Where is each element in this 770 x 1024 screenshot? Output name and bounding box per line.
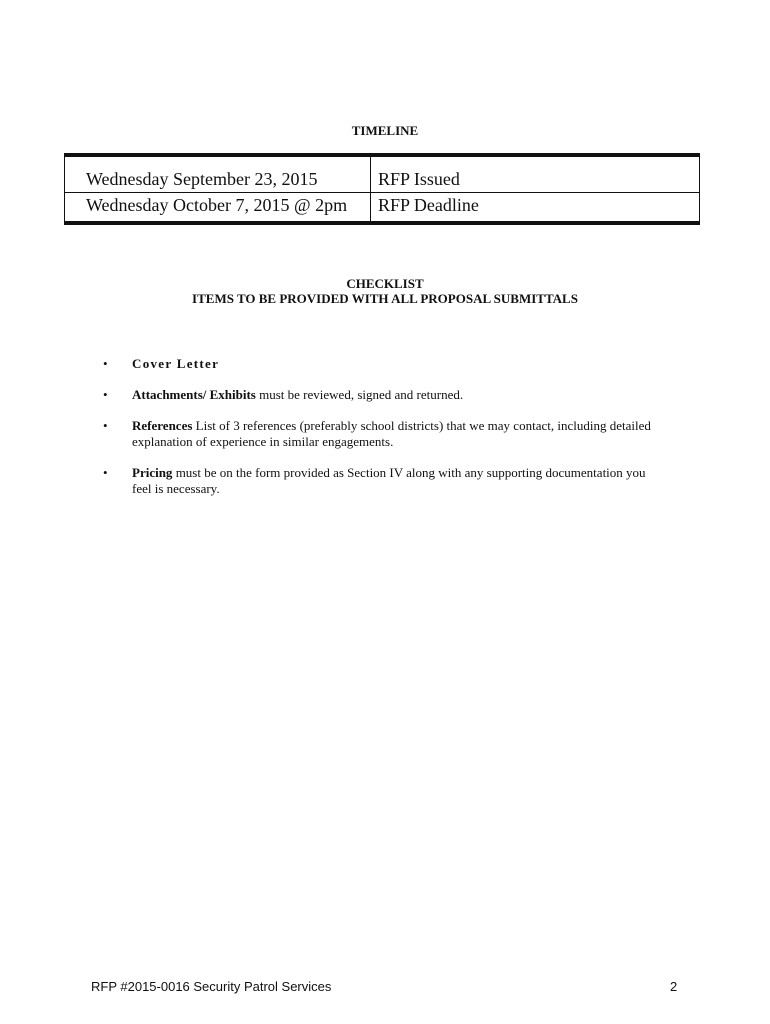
bullet-icon: • bbox=[103, 387, 108, 402]
item-text: must be reviewed, signed and returned. bbox=[255, 387, 464, 402]
item-title: Attachments/ Exhibits bbox=[132, 387, 256, 402]
timeline-heading: TIMELINE bbox=[351, 123, 419, 138]
checklist-heading bbox=[0, 276, 770, 306]
footer-document-title: RFP #2015-0016 Security Patrol Services bbox=[91, 979, 332, 994]
footer-page-number: 2 bbox=[670, 979, 678, 994]
list-item bbox=[103, 418, 663, 450]
timeline-event: RFP Issued bbox=[371, 155, 700, 193]
list-item bbox=[103, 356, 663, 372]
item-text: must be on the form provided as Section IV along with any supporting documentation you feel is necessary. bbox=[132, 465, 646, 496]
bullet-icon: • bbox=[103, 465, 108, 480]
checklist-list bbox=[103, 356, 663, 512]
timeline-row bbox=[65, 155, 700, 193]
timeline-date: Wednesday September 23, 2015 bbox=[65, 155, 371, 193]
item-title: Pricing bbox=[132, 465, 173, 480]
timeline-row bbox=[65, 193, 700, 224]
timeline-table bbox=[64, 153, 700, 225]
item-title: Cover Letter bbox=[132, 356, 220, 371]
checklist-title: CHECKLIST bbox=[346, 276, 424, 291]
checklist-subtitle: ITEMS TO BE PROVIDED WITH ALL PROPOSAL SUBMITTALS bbox=[192, 291, 578, 306]
list-item bbox=[103, 387, 663, 403]
bullet-icon: • bbox=[103, 356, 108, 371]
timeline-date: Wednesday October 7, 2015 @ 2pm bbox=[65, 193, 371, 224]
item-text: List of 3 references (preferably school districts) that we may contact, including detailed explanation of experience in similar engagements. bbox=[132, 418, 651, 449]
timeline-event: RFP Deadline bbox=[371, 193, 700, 224]
item-title: References bbox=[132, 418, 193, 433]
list-item bbox=[103, 465, 663, 497]
bullet-icon: • bbox=[103, 418, 108, 433]
